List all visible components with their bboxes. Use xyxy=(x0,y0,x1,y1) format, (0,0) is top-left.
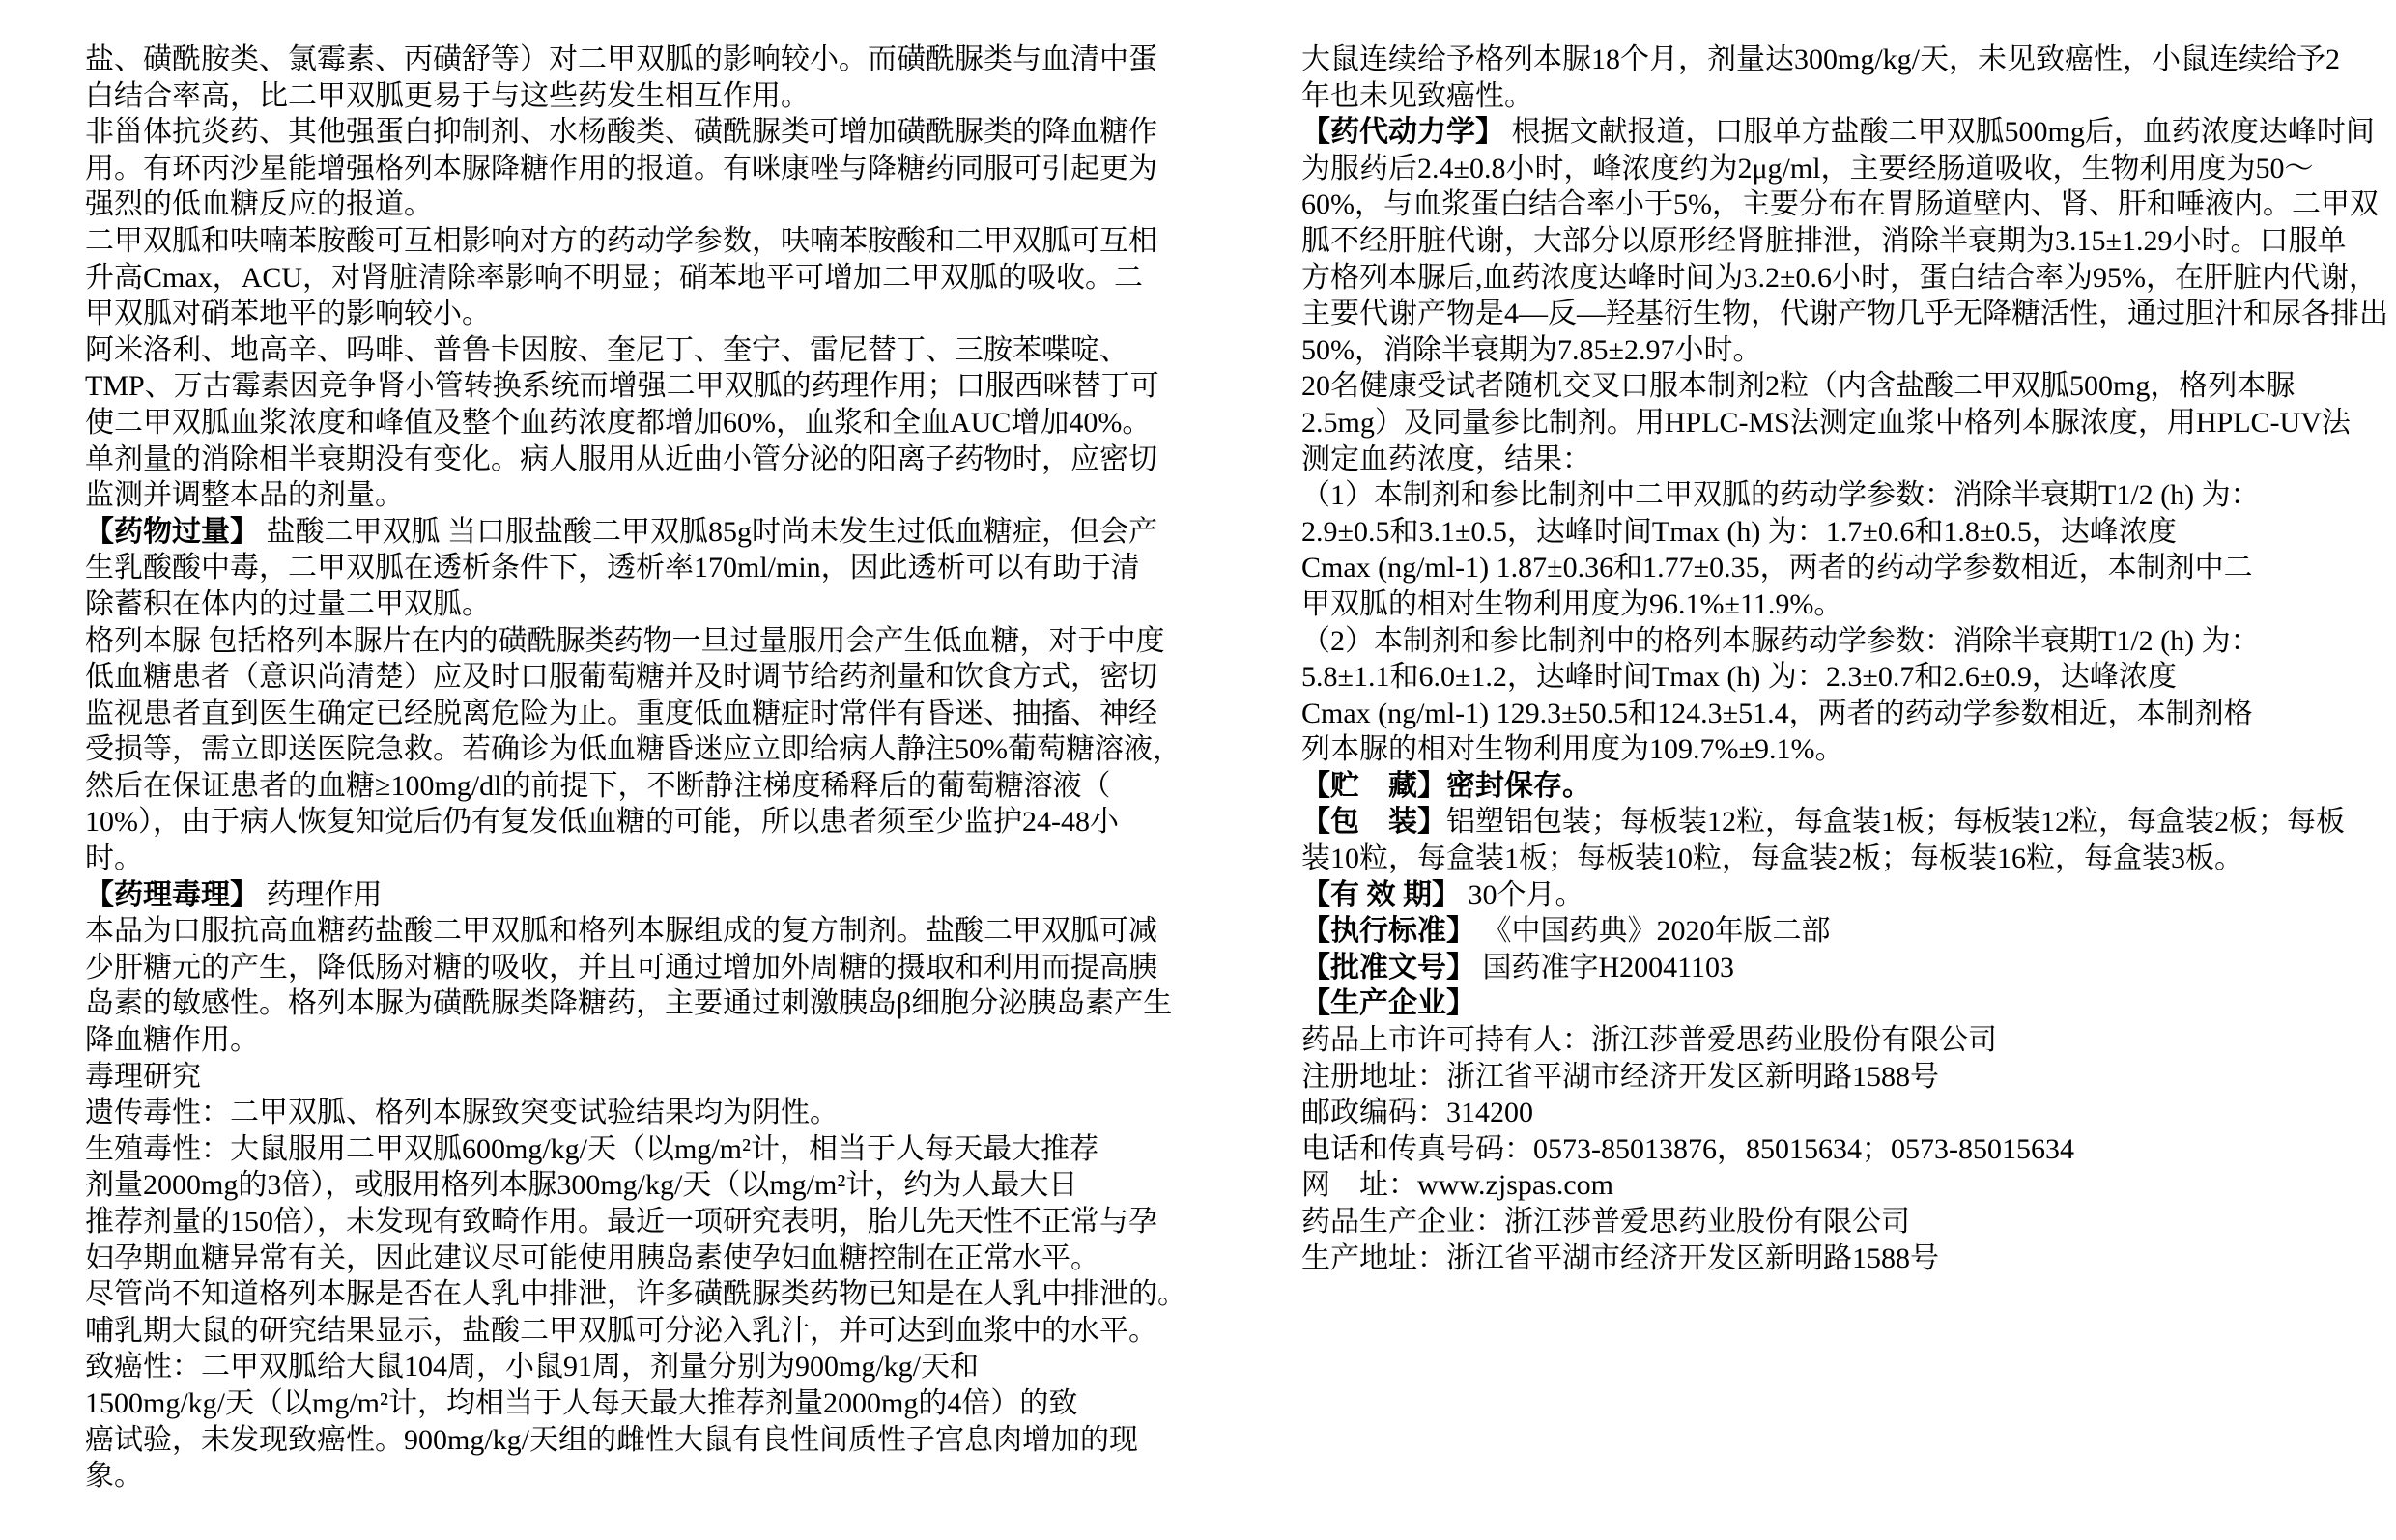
text-line: 降血糖作用。 xyxy=(85,1024,259,1057)
text-line: 低血糖患者（意识尚清楚）应及时口服葡萄糖并及时调节给药剂量和饮食方式，密切 xyxy=(85,661,1157,694)
text-line: 测定血药浓度，结果： xyxy=(1301,442,1591,475)
text-line: 电话和传真号码：0573-85013876，85015634；0573-85015634 xyxy=(1301,1132,2074,1165)
text-line: 非甾体抗炎药、其他强蛋白抑制剂、水杨酸类、磺酰脲类可增加磺酰脲类的降血糖作 xyxy=(85,116,1157,149)
text-line: 使二甲双胍血浆浓度和峰值及整个血药浓度都增加60%，血浆和全血AUC增加40%。 xyxy=(85,406,1152,439)
text-line: 监视患者直到医生确定已经脱离危险为止。重度低血糖症时常伴有昏迷、抽搐、神经 xyxy=(85,697,1157,729)
text-line: 甲双胍对硝苯地平的影响较小。 xyxy=(85,298,491,330)
text-line: 推荐剂量的150倍），未发现有致畸作用。最近一项研究表明，胎儿先天性不正常与孕 xyxy=(85,1206,1157,1238)
text-line: 列本脲的相对生物利用度为109.7%±9.1%。 xyxy=(1301,733,1844,766)
text-line xyxy=(1301,985,2359,1022)
text-line: 为服药后2.4±0.8小时，峰浓度约为2μg/ml，主要经肠道吸收，生物利用度为50～ xyxy=(1301,152,2314,185)
text-line: 单剂量的消除相半衰期没有变化。病人服用从近曲小管分泌的阳离子药物时，应密切 xyxy=(85,442,1157,475)
text-line: 网 址：www.zjspas.com xyxy=(1301,1169,1614,1202)
text-line: 邮政编码：314200 xyxy=(1301,1097,1533,1129)
text-line: 5.8±1.1和6.0±1.2，达峰时间Tmax (h) 为：2.3±0.7和2.6±0.9，达峰浓度 xyxy=(1301,661,2177,694)
text-line: 格列本脲 包括格列本脲片在内的磺酰脲类药物一旦过量服用会产生低血糖，对于中度 xyxy=(85,624,1165,657)
text-line: 装10粒，每盒装1板；每板装10粒，每盒装2板；每板装16粒，每盒装3板。 xyxy=(1301,842,2243,875)
text-line: 岛素的敏感性。格列本脲为磺酰脲类降糖药，主要通过刺激胰岛β细胞分泌胰岛素产生 xyxy=(85,987,1173,1020)
text-line: 年也未见致癌性。 xyxy=(1301,79,1533,112)
section-heading: 【药物过量】 xyxy=(85,515,259,548)
text-line: 二甲双胍和呋喃苯胺酸可互相影响对方的药动学参数，呋喃苯胺酸和二甲双胍可互相 xyxy=(85,224,1157,257)
text-line: 【药代动力学】 根据文献报道，口服单方盐酸二甲双胍500mg后，血药浓度达峰时间 xyxy=(1301,116,2375,149)
text-line: 除蓄积在体内的过量二甲双胍。 xyxy=(85,587,491,620)
text-line: （1）本制剂和参比制剂中二甲双胍的药动学参数：消除半衰期T1/2 (h) 为： xyxy=(1301,479,2260,512)
left-text-column xyxy=(85,42,1211,1495)
text-line: 象。 xyxy=(85,1460,143,1493)
text-line: 妇孕期血糖异常有关，因此建议尽可能使用胰岛素使孕妇血糖控制在正常水平。 xyxy=(85,1241,1099,1274)
text-line: 20名健康受试者随机交叉口服本制剂2粒（内含盐酸二甲双胍500mg，格列本脲 xyxy=(1301,370,2296,403)
section-heading: 【有 效 期】 xyxy=(1301,878,1461,911)
section-heading: 【药代动力学】 xyxy=(1301,116,1504,149)
text-line: 2.5mg）及同量参比制剂。用HPLC-MS法测定血浆中格列本脲浓度，用HPLC-UV法 xyxy=(1301,406,2351,439)
text-line: 然后在保证患者的血糖≥100mg/dl的前提下，不断静注梯度稀释后的葡萄糖溶液（ xyxy=(85,769,1111,802)
text-line: 毒理研究 xyxy=(85,1060,201,1093)
text-line: 【执行标准】 《中国药典》2020年版二部 xyxy=(1301,915,1831,948)
text-line: 生殖毒性：大鼠服用二甲双胍600mg/kg/天（以mg/m²计，相当于人每天最大推荐 xyxy=(85,1132,1099,1165)
section-heading: 【包 装】 xyxy=(1301,806,1446,839)
text-line: 药品生产企业：浙江莎普爱思药业股份有限公司 xyxy=(1301,1206,1910,1238)
text-line: 癌试验，未发现致癌性。900mg/kg/天组的雌性大鼠有良性间质性子宫息肉增加的现 xyxy=(85,1423,1139,1456)
text-line: 药品上市许可持有人：浙江莎普爱思药业股份有限公司 xyxy=(1301,1024,1997,1057)
text-line: Cmax (ng/ml-1) 129.3±50.5和124.3±51.4，两者的药动学参数相近，本制剂格 xyxy=(1301,697,2253,729)
text-line: 盐、磺酰胺类、氯霉素、丙磺舒等）对二甲双胍的影响较小。而磺酰脲类与血清中蛋 xyxy=(85,43,1157,75)
text-line: 阿米洛利、地高辛、吗啡、普鲁卡因胺、奎尼丁、奎宁、雷尼替丁、三胺苯喋啶、 xyxy=(85,333,1128,366)
text-line: 50%，消除半衰期为7.85±2.97小时。 xyxy=(1301,333,1762,366)
text-line: 【有 效 期】 30个月。 xyxy=(1301,878,1584,911)
text-line: 生乳酸酸中毒，二甲双胍在透析条件下，透析率170ml/min，因此透析可以有助于清 xyxy=(85,552,1140,585)
text-line: 注册地址：浙江省平湖市经济开发区新明路1588号 xyxy=(1301,1060,1939,1093)
text-line: 少肝糖元的产生，降低肠对糖的吸收，并且可通过增加外周糖的摄取和利用而提高胰 xyxy=(85,951,1157,984)
text-line: （2）本制剂和参比制剂中的格列本脲药动学参数：消除半衰期T1/2 (h) 为： xyxy=(1301,624,2260,657)
text-line: 胍不经肝脏代谢，大部分以原形经肾脏排泄，消除半衰期为3.15±1.29小时。口服单 xyxy=(1301,224,2347,257)
text-line: 甲双胍的相对生物利用度为96.1%±11.9%。 xyxy=(1301,587,1843,620)
section-heading: 【贮 藏】密封保存。 xyxy=(1301,769,1591,802)
text-line xyxy=(1301,768,2359,805)
text-line: 遗传毒性：二甲双胍、格列本脲致突变试验结果均为阴性。 xyxy=(85,1097,839,1129)
text-line: 方格列本脲后,血药浓度达峰时间为3.2±0.6小时，蛋白结合率为95%，在肝脏内代谢， xyxy=(1301,261,2378,294)
text-line: Cmax (ng/ml-1) 1.87±0.36和1.77±0.35，两者的药动学参数相近，本制剂中二 xyxy=(1301,552,2253,585)
text-line: 【药理毒理】 药理作用 xyxy=(85,878,383,911)
text-line: 剂量2000mg的3倍），或服用格列本脲300mg/kg/天（以mg/m²计，约为人最大日 xyxy=(85,1169,1078,1202)
text-line: 2.9±0.5和3.1±0.5，达峰时间Tmax (h) 为：1.7±0.6和1.8±0.5，达峰浓度 xyxy=(1301,515,2177,548)
text-line: 尽管尚不知道格列本脲是否在人乳中排泄，许多磺酰脲类药物已知是在人乳中排泄的。 xyxy=(85,1278,1186,1311)
section-heading: 【执行标准】 xyxy=(1301,915,1475,948)
text-line: 大鼠连续给予格列本脲18个月，剂量达300mg/kg/天，未见致癌性，小鼠连续给予2 xyxy=(1301,43,2341,75)
text-line: TMP、万古霉素因竞争肾小管转换系统而增强二甲双胍的药理作用；口服西咪替丁可 xyxy=(85,370,1159,403)
text-line: 【药物过量】 盐酸二甲双胍 当口服盐酸二甲双胍85g时尚未发生过低血糖症，但会产 xyxy=(85,515,1157,548)
text-line: 哺乳期大鼠的研究结果显示，盐酸二甲双胍可分泌入乳汁，并可达到血浆中的水平。 xyxy=(85,1314,1157,1347)
text-line: 时。 xyxy=(85,842,143,875)
text-line: 生产地址：浙江省平湖市经济开发区新明路1588号 xyxy=(1301,1241,1939,1274)
text-line: 升高Cmax，ACU，对肾脏清除率影响不明显；硝苯地平可增加二甲双胍的吸收。二 xyxy=(85,261,1143,294)
text-line: 【包 装】铝塑铝包装；每板装12粒，每盒装1板；每板装12粒，每盒装2板；每板 xyxy=(1301,806,2345,839)
text-line: 【批准文号】 国药准字H20041103 xyxy=(1301,951,1735,984)
text-line: 白结合率高，比二甲双胍更易于与这些药发生相互作用。 xyxy=(85,79,810,112)
text-line: 主要代谢产物是4—反—羟基衍生物，代谢产物几乎无降糖活性，通过胆汁和尿各排出 xyxy=(1301,298,2388,330)
text-line: 用。有环丙沙星能增强格列本脲降糖作用的报道。有咪康唑与降糖药同服可引起更为 xyxy=(85,152,1157,185)
text-line: 60%，与血浆蛋白结合率小于5%，主要分布在胃肠道壁内、肾、肝和唾液内。二甲双 xyxy=(1301,188,2379,221)
text-line: 1500mg/kg/天（以mg/m²计，均相当于人每天最大推荐剂量2000mg的4倍）的致 xyxy=(85,1386,1078,1419)
text-line: 监测并调整本品的剂量。 xyxy=(85,479,404,512)
text-line: 受损等，需立即送医院急救。若确诊为低血糖昏迷应立即给病人静注50%葡萄糖溶液， xyxy=(85,733,1182,766)
section-heading: 【生产企业】 xyxy=(1301,987,1475,1020)
text-line: 强烈的低血糖反应的报道。 xyxy=(85,188,433,221)
text-line: 10%），由于病人恢复知觉后仍有复发低血糖的可能，所以患者须至少监护24-48小 xyxy=(85,806,1119,839)
right-text-column xyxy=(1301,42,2388,1276)
section-heading: 【药理毒理】 xyxy=(85,878,259,911)
text-line: 致癌性：二甲双胍给大鼠104周，小鼠91周，剂量分别为900mg/kg/天和 xyxy=(85,1351,980,1383)
section-heading: 【批准文号】 xyxy=(1301,951,1475,984)
text-line: 本品为口服抗高血糖药盐酸二甲双胍和格列本脲组成的复方制剂。盐酸二甲双胍可减 xyxy=(85,915,1157,948)
